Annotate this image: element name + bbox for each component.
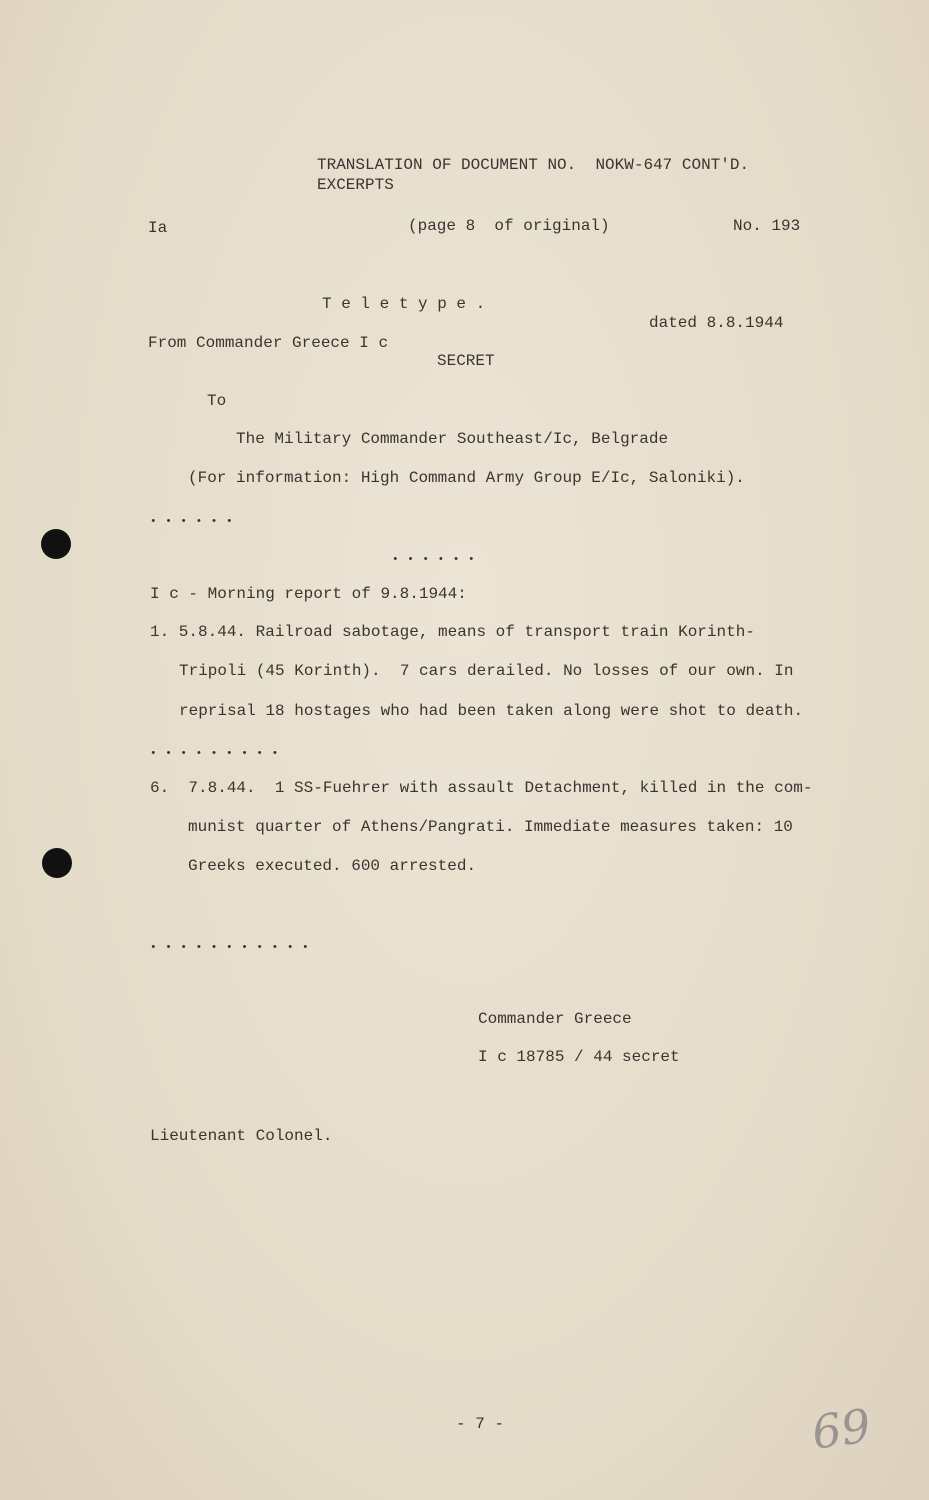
item-6-line-3: Greeks executed. 600 arrested.: [188, 857, 477, 875]
recipient-line: The Military Commander Southeast/Ic, Belgrade: [236, 430, 669, 448]
page-number: - 7 -: [456, 1415, 505, 1433]
punch-hole-bottom: [42, 848, 72, 878]
document-number: No. 193: [733, 217, 801, 235]
excerpts-label: EXCERPTS: [317, 176, 394, 194]
item-1-line-1: 1. 5.8.44. Railroad sabotage, means of transport train Korinth-: [150, 623, 755, 641]
classification-label: SECRET: [437, 352, 495, 370]
report-heading: I c - Morning report of 9.8.1944:: [150, 585, 467, 603]
item-6-line-2: munist quarter of Athens/Pangrati. Immediate measures taken: 10: [188, 818, 793, 836]
page-reference: (page 8 of original): [408, 217, 610, 235]
ellipsis-row-3: • • • • • • • • •: [150, 748, 280, 760]
punch-hole-top: [41, 529, 71, 559]
signatory-line: Commander Greece: [478, 1010, 632, 1028]
ellipsis-row-4: • • • • • • • • • • •: [150, 942, 310, 954]
rank-line: Lieutenant Colonel.: [150, 1127, 333, 1145]
section-code: Ia: [148, 219, 168, 237]
date-line: dated 8.8.1944: [649, 314, 784, 332]
ellipsis-row-2: • • • • • •: [392, 554, 476, 566]
item-1-line-2: Tripoli (45 Korinth). 7 cars derailed. No losses of our own. In: [179, 662, 794, 680]
reference-line: I c 18785 / 44 secret: [478, 1048, 680, 1066]
ellipsis-row-1: • • • • • •: [150, 516, 234, 528]
information-line: (For information: High Command Army Group E/Ic, Saloniki).: [188, 469, 745, 487]
document-title: TRANSLATION OF DOCUMENT NO. NOKW-647 CONT'D.: [317, 156, 750, 174]
item-1-line-3: reprisal 18 hostages who had been taken along were shot to death.: [179, 702, 804, 720]
item-6-line-1: 6. 7.8.44. 1 SS-Fuehrer with assault Detachment, killed in the com-: [150, 779, 813, 797]
to-label: To: [207, 392, 227, 410]
handwritten-page-number: 69: [808, 1398, 875, 1460]
sender-line: From Commander Greece I c: [148, 334, 389, 352]
teletype-heading: T e l e t y p e .: [322, 295, 486, 313]
